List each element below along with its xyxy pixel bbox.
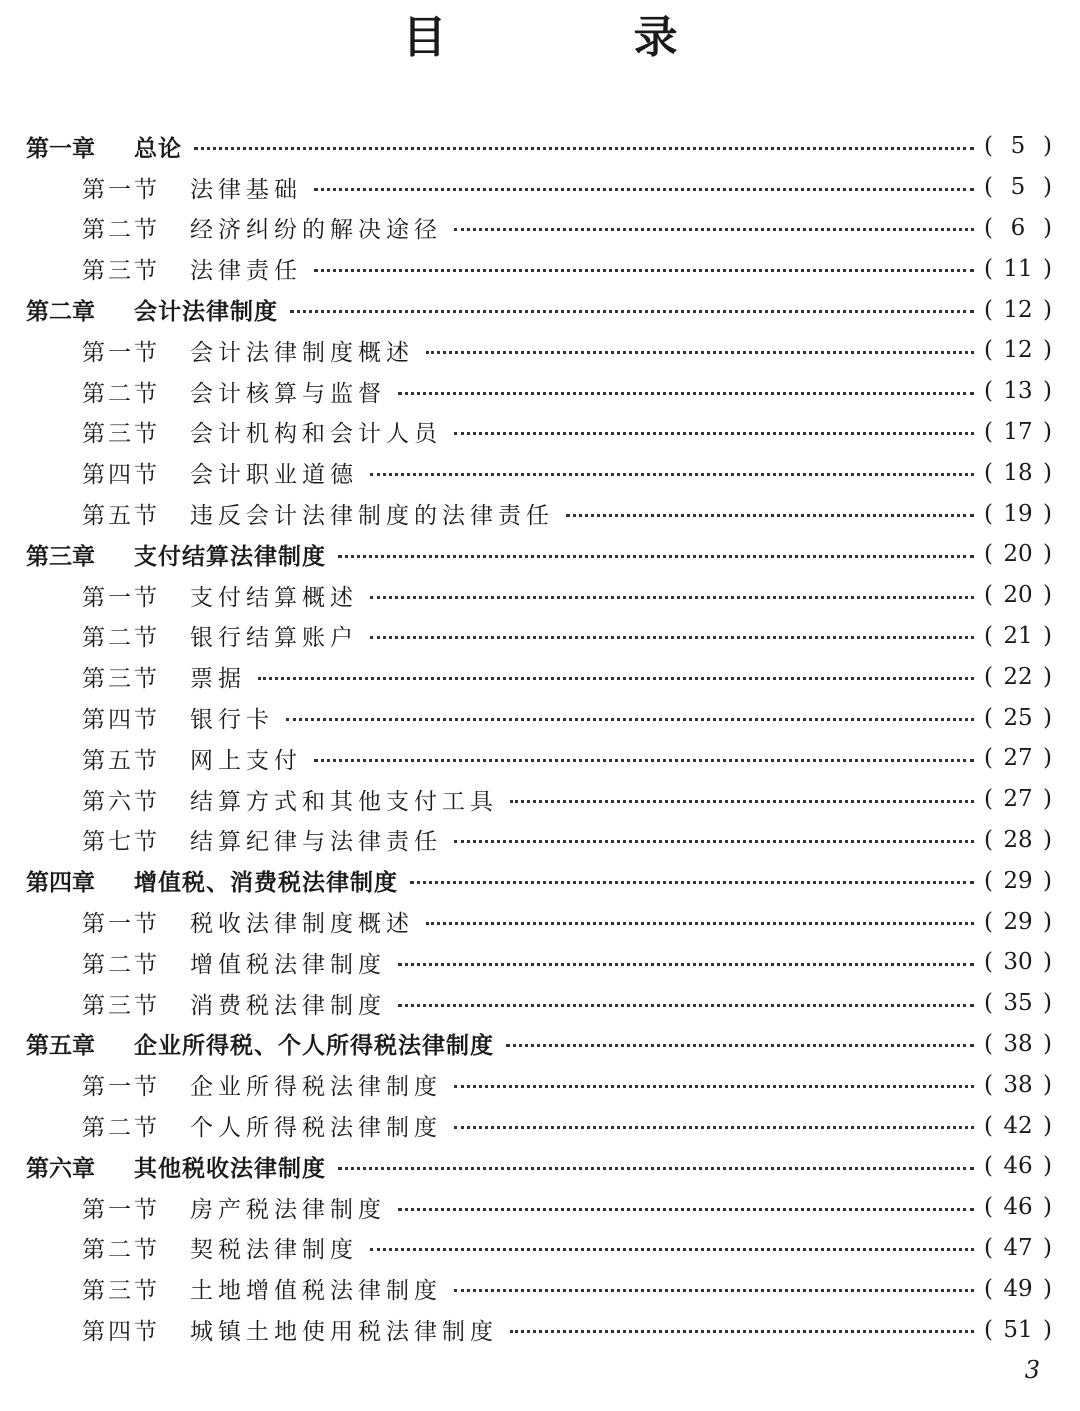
- close-paren: ): [1043, 826, 1052, 853]
- toc-section-entry[interactable]: [0, 983, 1080, 1024]
- entry-page: [984, 541, 1052, 567]
- entry-number: 第六节: [82, 788, 160, 815]
- toc-chapter-entry[interactable]: [0, 1146, 1080, 1187]
- dot-leader: [314, 759, 974, 762]
- close-paren: ): [1043, 459, 1052, 486]
- toc-chapter-entry[interactable]: [0, 1024, 1080, 1065]
- entry-page: [984, 174, 1052, 200]
- close-paren: ): [1043, 1275, 1052, 1302]
- dot-leader: [426, 922, 974, 925]
- open-paren: (: [984, 745, 993, 772]
- entry-title: 土地增值税法律制度: [190, 1278, 442, 1305]
- toc-section-entry[interactable]: [0, 248, 1080, 289]
- entry-page: [984, 786, 1052, 812]
- page-ref: 46: [1003, 1153, 1033, 1180]
- dot-leader: [410, 881, 974, 884]
- page-ref: 20: [1003, 582, 1033, 609]
- page-ref: 27: [1003, 745, 1033, 772]
- dot-leader: [510, 800, 974, 803]
- entry-number: 第六章: [26, 1155, 95, 1182]
- open-paren: (: [984, 990, 993, 1017]
- close-paren: ): [1043, 663, 1052, 690]
- close-paren: ): [1043, 1153, 1052, 1180]
- open-paren: (: [984, 337, 993, 364]
- toc-section-entry[interactable]: [0, 493, 1080, 534]
- close-paren: ): [1043, 786, 1052, 813]
- close-paren: ): [1043, 1071, 1052, 1098]
- entry-number: 第一章: [26, 135, 95, 162]
- entry-title: 企业所得税、个人所得税法律制度: [134, 1033, 494, 1060]
- entry-number: 第二节: [82, 1237, 160, 1264]
- entry-page: [984, 1113, 1052, 1139]
- close-paren: ): [1043, 622, 1052, 649]
- dot-leader: [370, 1248, 974, 1251]
- dot-leader: [454, 840, 974, 843]
- toc-section-entry[interactable]: [0, 1309, 1080, 1350]
- entry-title: 结算纪律与法律责任: [190, 829, 442, 856]
- entry-number: 第四节: [82, 707, 160, 734]
- dot-leader: [510, 1330, 974, 1333]
- toc-chapter-entry[interactable]: [0, 860, 1080, 901]
- entry-title: 会计核算与监督: [190, 380, 386, 407]
- entry-page: [984, 256, 1052, 282]
- entry-number: 第一节: [82, 584, 160, 611]
- open-paren: (: [984, 867, 993, 894]
- close-paren: ): [1043, 745, 1052, 772]
- entry-title: 法律责任: [190, 258, 302, 285]
- toc-section-entry[interactable]: [0, 738, 1080, 779]
- entry-number: 第一节: [82, 339, 160, 366]
- page-ref: 42: [1003, 1112, 1033, 1139]
- dot-leader: [398, 1004, 974, 1007]
- close-paren: ): [1043, 867, 1052, 894]
- close-paren: ): [1043, 337, 1052, 364]
- table-of-contents: [0, 126, 1080, 1350]
- entry-title: 契税法律制度: [190, 1237, 358, 1264]
- entry-number: 第一节: [82, 911, 160, 938]
- close-paren: ): [1043, 133, 1052, 160]
- dot-leader: [454, 1126, 974, 1129]
- open-paren: (: [984, 296, 993, 323]
- page-ref: 49: [1003, 1275, 1033, 1302]
- dot-leader: [290, 310, 974, 313]
- page-ref: 22: [1003, 663, 1033, 690]
- entry-title: 银行结算账户: [190, 625, 358, 652]
- entry-page: [984, 745, 1052, 771]
- entry-title: 违反会计法律制度的法律责任: [190, 503, 554, 530]
- toc-section-entry[interactable]: [0, 412, 1080, 453]
- entry-title: 会计法律制度概述: [190, 339, 414, 366]
- page-ref: 17: [1003, 418, 1033, 445]
- open-paren: (: [984, 663, 993, 690]
- toc-chapter-entry[interactable]: [0, 126, 1080, 167]
- entry-title: 支付结算概述: [190, 584, 358, 611]
- toc-section-entry[interactable]: [0, 167, 1080, 208]
- entry-number: 第四节: [82, 1319, 160, 1345]
- toc-section-entry[interactable]: [0, 820, 1080, 861]
- entry-title: 网上支付: [190, 747, 302, 774]
- entry-page: [984, 909, 1052, 935]
- toc-section-entry[interactable]: [0, 656, 1080, 697]
- entry-page: [984, 705, 1052, 731]
- page-ref: 18: [1003, 459, 1033, 486]
- dot-leader: [398, 963, 974, 966]
- entry-title: 总论: [134, 135, 182, 162]
- entry-page: [984, 378, 1052, 404]
- entry-number: 第三节: [82, 421, 160, 448]
- entry-page: [984, 582, 1052, 608]
- entry-title: 法律基础: [190, 176, 302, 203]
- toc-chapter-entry[interactable]: [0, 289, 1080, 330]
- entry-number: 第三节: [82, 1278, 160, 1305]
- dot-leader: [286, 718, 974, 721]
- toc-section-entry[interactable]: [0, 901, 1080, 942]
- entry-number: 第三节: [82, 666, 160, 693]
- entry-page: [984, 460, 1052, 486]
- page-ref: 25: [1003, 704, 1033, 731]
- dot-leader: [314, 188, 974, 191]
- page-ref: 12: [1003, 337, 1033, 364]
- close-paren: ): [1043, 541, 1052, 568]
- open-paren: (: [984, 214, 993, 241]
- entry-page: [984, 1235, 1052, 1261]
- page-ref: 12: [1003, 296, 1033, 323]
- close-paren: ): [1043, 418, 1052, 445]
- entry-page: [984, 1153, 1052, 1179]
- open-paren: (: [984, 1153, 993, 1180]
- entry-number: 第五节: [82, 503, 160, 530]
- close-paren: ): [1043, 582, 1052, 609]
- toc-section-entry[interactable]: [0, 697, 1080, 738]
- close-paren: ): [1043, 1316, 1052, 1343]
- dot-leader: [454, 432, 974, 435]
- open-paren: (: [984, 255, 993, 282]
- close-paren: ): [1043, 378, 1052, 405]
- page-ref: 29: [1003, 908, 1033, 935]
- open-paren: (: [984, 582, 993, 609]
- page-ref: 30: [1003, 949, 1033, 976]
- entry-page: [984, 868, 1052, 894]
- entry-number: 第二节: [82, 625, 160, 652]
- open-paren: (: [984, 786, 993, 813]
- entry-number: 第一节: [82, 1074, 160, 1101]
- open-paren: (: [984, 826, 993, 853]
- page-ref: 47: [1003, 1234, 1033, 1261]
- open-paren: (: [984, 459, 993, 486]
- open-paren: (: [984, 1194, 993, 1221]
- entry-number: 第五节: [82, 747, 160, 774]
- open-paren: (: [984, 1030, 993, 1057]
- toc-section-entry[interactable]: [0, 575, 1080, 616]
- open-paren: (: [984, 1071, 993, 1098]
- toc-section-entry[interactable]: [0, 330, 1080, 371]
- entry-number: 第三节: [82, 992, 160, 1019]
- close-paren: ): [1043, 949, 1052, 976]
- entry-number: 第二节: [82, 217, 160, 244]
- toc-section-entry[interactable]: [0, 1268, 1080, 1309]
- open-paren: (: [984, 1316, 993, 1343]
- page-ref: 38: [1003, 1030, 1033, 1057]
- entry-number: 第二章: [26, 299, 95, 326]
- entry-number: 第一节: [82, 176, 160, 203]
- page-ref: 29: [1003, 867, 1033, 894]
- dot-leader: [454, 1085, 974, 1088]
- page-ref: 28: [1003, 826, 1033, 853]
- entry-title: 消费税法律制度: [190, 992, 386, 1019]
- page-ref: 5: [1010, 133, 1026, 160]
- open-paren: (: [984, 949, 993, 976]
- entry-page: [984, 419, 1052, 445]
- toc-section-entry[interactable]: [0, 616, 1080, 657]
- page-ref: 5: [1010, 174, 1026, 201]
- entry-number: 第一节: [82, 1196, 160, 1223]
- entry-title: 支付结算法律制度: [134, 543, 326, 570]
- entry-page: [984, 1072, 1052, 1098]
- page-ref: 20: [1003, 541, 1033, 568]
- open-paren: (: [984, 908, 993, 935]
- entry-title: 企业所得税法律制度: [190, 1074, 442, 1101]
- entry-title: 增值税法律制度: [190, 951, 386, 978]
- entry-page: [984, 949, 1052, 975]
- close-paren: ): [1043, 908, 1052, 935]
- page-title: 目 录: [402, 12, 764, 63]
- close-paren: ): [1043, 990, 1052, 1017]
- dot-leader: [398, 1208, 974, 1211]
- page-number: 3: [1024, 1356, 1040, 1384]
- close-paren: ): [1043, 214, 1052, 241]
- entry-title: 税收法律制度概述: [190, 911, 414, 938]
- entry-title: 银行卡: [190, 707, 274, 734]
- page-ref: 27: [1003, 786, 1033, 813]
- entry-title: 增值税、消费税法律制度: [134, 870, 398, 897]
- close-paren: ): [1043, 1194, 1052, 1221]
- open-paren: (: [984, 174, 993, 201]
- open-paren: (: [984, 1234, 993, 1261]
- dot-leader: [566, 514, 974, 517]
- entry-page: [984, 990, 1052, 1016]
- toc-section-entry[interactable]: [0, 1228, 1080, 1269]
- entry-number: 第二节: [82, 380, 160, 407]
- entry-title: 经济纠纷的解决途径: [190, 217, 442, 244]
- open-paren: (: [984, 133, 993, 160]
- entry-number: 第三章: [26, 543, 95, 570]
- entry-page: [984, 623, 1052, 649]
- entry-title: 其他税收法律制度: [134, 1155, 326, 1182]
- dot-leader: [258, 677, 974, 680]
- dot-leader: [194, 147, 974, 150]
- close-paren: ): [1043, 704, 1052, 731]
- toc-section-entry[interactable]: [0, 208, 1080, 249]
- page-ref: 6: [1010, 214, 1026, 241]
- close-paren: ): [1043, 1112, 1052, 1139]
- entry-page: [984, 827, 1052, 853]
- open-paren: (: [984, 622, 993, 649]
- entry-title: 会计职业道德: [190, 462, 358, 489]
- page-ref: 35: [1003, 990, 1033, 1017]
- dot-leader: [454, 228, 974, 231]
- dot-leader: [398, 392, 974, 395]
- toc-section-entry[interactable]: [0, 1187, 1080, 1228]
- page-ref: 46: [1003, 1194, 1033, 1221]
- page-ref: 38: [1003, 1071, 1033, 1098]
- toc-section-entry[interactable]: [0, 942, 1080, 983]
- dot-leader: [338, 1167, 974, 1170]
- dot-leader: [370, 473, 974, 476]
- toc-section-entry[interactable]: [0, 779, 1080, 820]
- entry-page: [984, 501, 1052, 527]
- entry-page: [984, 1194, 1052, 1220]
- toc-section-entry[interactable]: [0, 1105, 1080, 1146]
- open-paren: (: [984, 541, 993, 568]
- toc-section-entry[interactable]: [0, 1064, 1080, 1105]
- toc-chapter-entry[interactable]: [0, 534, 1080, 575]
- entry-title: 会计法律制度: [134, 299, 278, 326]
- dot-leader: [454, 1289, 974, 1292]
- entry-title: 城镇土地使用税法律制度: [190, 1319, 498, 1345]
- dot-leader: [426, 351, 974, 354]
- close-paren: ): [1043, 1234, 1052, 1261]
- close-paren: ): [1043, 255, 1052, 282]
- toc-section-entry[interactable]: [0, 371, 1080, 412]
- entry-page: [984, 664, 1052, 690]
- toc-section-entry[interactable]: [0, 452, 1080, 493]
- open-paren: (: [984, 378, 993, 405]
- entry-number: 第三节: [82, 258, 160, 285]
- entry-number: 第二节: [82, 1115, 160, 1142]
- dot-leader: [506, 1044, 974, 1047]
- entry-number: 第四节: [82, 462, 160, 489]
- entry-page: [984, 337, 1052, 363]
- entry-title: 结算方式和其他支付工具: [190, 788, 498, 815]
- entry-title: 会计机构和会计人员: [190, 421, 442, 448]
- page-ref: 51: [1003, 1316, 1033, 1343]
- open-paren: (: [984, 1112, 993, 1139]
- page-ref: 19: [1003, 500, 1033, 527]
- dot-leader: [370, 636, 974, 639]
- page-ref: 13: [1003, 378, 1033, 405]
- dot-leader: [370, 596, 974, 599]
- entry-page: [984, 133, 1052, 159]
- close-paren: ): [1043, 296, 1052, 323]
- entry-page: [984, 297, 1052, 323]
- page-ref: 11: [1003, 255, 1033, 282]
- open-paren: (: [984, 500, 993, 527]
- close-paren: ): [1043, 174, 1052, 201]
- entry-title: 票据: [190, 666, 246, 693]
- page-ref: 21: [1003, 622, 1033, 649]
- entry-page: [984, 215, 1052, 241]
- entry-number: 第七节: [82, 829, 160, 856]
- close-paren: ): [1043, 500, 1052, 527]
- entry-number: 第二节: [82, 951, 160, 978]
- entry-page: [984, 1276, 1052, 1302]
- close-paren: ): [1043, 1030, 1052, 1057]
- open-paren: (: [984, 704, 993, 731]
- dot-leader: [338, 555, 974, 558]
- entry-number: 第四章: [26, 870, 95, 897]
- dot-leader: [314, 269, 974, 272]
- entry-page: [984, 1031, 1052, 1057]
- open-paren: (: [984, 418, 993, 445]
- entry-number: 第五章: [26, 1033, 95, 1060]
- entry-title: 个人所得税法律制度: [190, 1115, 442, 1142]
- entry-title: 房产税法律制度: [190, 1196, 386, 1223]
- entry-page: [984, 1317, 1052, 1343]
- open-paren: (: [984, 1275, 993, 1302]
